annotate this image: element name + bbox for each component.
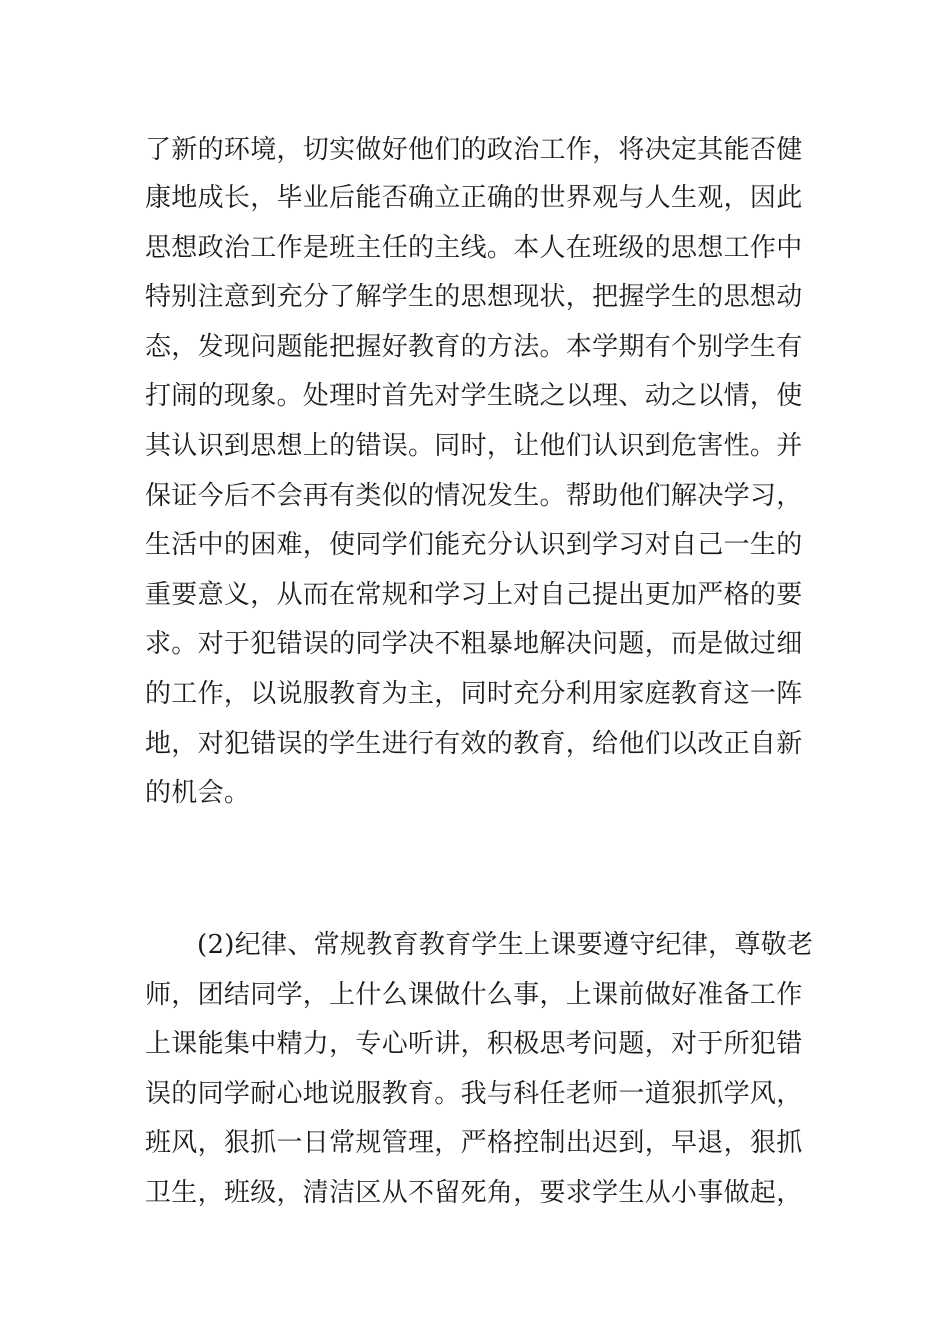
paragraph-line: 思想政治工作是班主任的主线。本人在班级的思想工作中 [145,233,803,263]
paragraph-line: 生活中的困难，使同学们能充分认识到学习对自己一生的 [145,530,803,560]
paragraph-line: 班风，狠抓一日常规管理，严格控制出迟到，早退，狠抓 [145,1128,803,1158]
paragraph-line: 打闹的现象。处理时首先对学生晓之以理、动之以情，使 [145,381,803,411]
paragraph-line: 重要意义，从而在常规和学习上对自己提出更加严格的要 [145,580,803,610]
paragraph-line: (2)纪律、常规教育教育学生上课要遵守纪律，尊敬老 [197,930,814,960]
paragraph-line: 其认识到思想上的错误。同时，让他们认识到危害性。并 [145,431,803,461]
paragraph-line: 康地成长，毕业后能否确立正确的世界观与人生观，因此 [145,183,803,213]
paragraph-line: 师，团结同学，上什么课做什么事，上课前做好准备工作 [145,980,803,1010]
paragraph-line: 误的同学耐心地说服教育。我与科任老师一道狠抓学风， [145,1079,803,1109]
paragraph-line: 地，对犯错误的学生进行有效的教育，给他们以改正自新 [145,729,803,759]
paragraph-line: 上课能集中精力，专心听讲，积极思考问题，对于所犯错 [145,1029,803,1059]
paragraph-line: 了新的环境，切实做好他们的政治工作，将决定其能否健 [145,135,803,165]
paragraph-line: 卫生，班级，清洁区从不留死角，要求学生从小事做起， [145,1178,803,1208]
paragraph-line: 的机会。 [145,778,251,808]
paragraph-line: 的工作，以说服教育为主，同时充分利用家庭教育这一阵 [145,679,803,709]
paragraph-line: 特别注意到充分了解学生的思想现状，把握学生的思想动 [145,282,803,312]
paragraph-line: 求。对于犯错误的同学决不粗暴地解决问题，而是做过细 [145,629,803,659]
paragraph-line: 保证今后不会再有类似的情况发生。帮助他们解决学习， [145,481,803,511]
paragraph-line: 态，发现问题能把握好教育的方法。本学期有个别学生有 [145,332,803,362]
